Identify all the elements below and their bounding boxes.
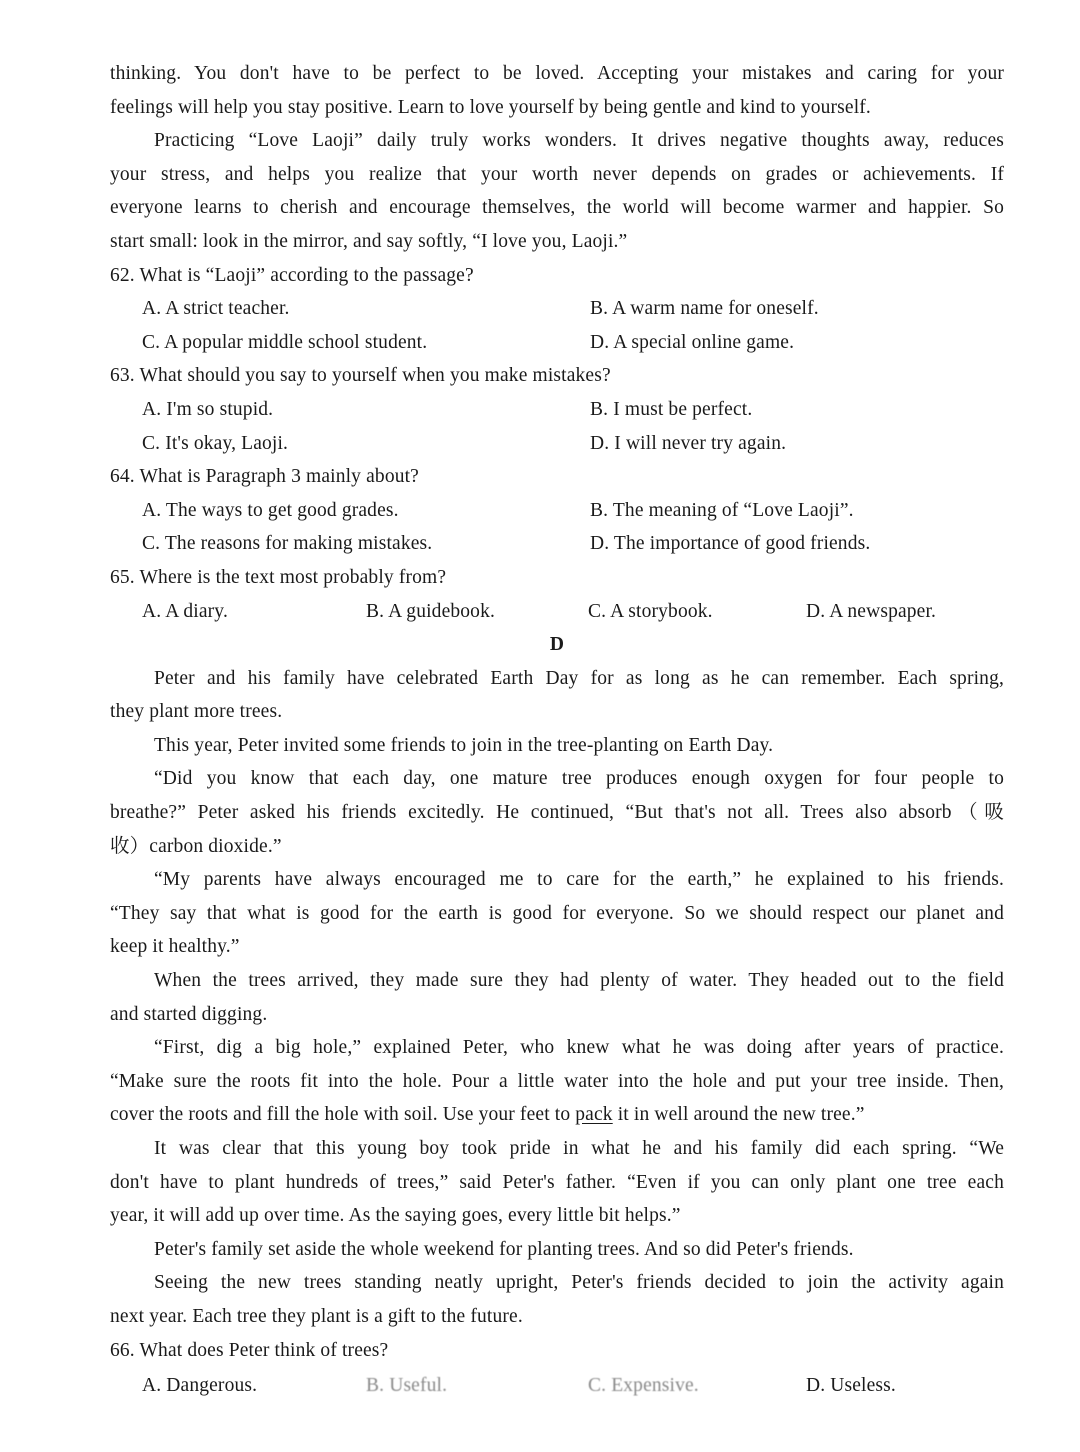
question-stem: 62. What is “Laoji” according to the passage?	[110, 264, 474, 286]
passage-d-paragraph-7	[110, 1132, 1004, 1233]
text-segment: cover the roots and fill the hole with soil. Use your feet to	[110, 1104, 576, 1126]
question-stem: 66. What does Peter think of trees?	[110, 1339, 389, 1361]
option-c[interactable]: C. A popular middle school student.	[142, 331, 428, 353]
text-line: “First, dig a big hole,” explained Peter, who knew what he was doing after years of practice.	[154, 1037, 1004, 1059]
text-line: next year. Each tree they plant is a gift to the future.	[110, 1305, 523, 1327]
question-65	[110, 561, 1004, 628]
option-c[interactable]: C. A storybook.	[588, 600, 713, 622]
text-line: Practicing “Love Laoji” daily truly works wonders. It drives negative thoughts away, reduces	[154, 130, 1004, 152]
text-line: “Make sure the roots fit into the hole. Pour a little water into the hole and put your tree inside. Then,	[110, 1070, 1004, 1092]
passage-c-paragraph-final	[110, 124, 1004, 258]
text-line: Peter's family set aside the whole weekend for planting trees. And so did Peter's friends.	[154, 1238, 854, 1260]
option-c[interactable]: C. It's okay, Laoji.	[142, 432, 289, 454]
question-66	[110, 1334, 1004, 1403]
option-d[interactable]: D. Useless.	[806, 1375, 896, 1397]
option-row	[110, 494, 1004, 528]
underlined-word-pack: pack	[575, 1104, 613, 1126]
option-row	[110, 393, 1004, 427]
option-a[interactable]: A. A diary.	[142, 600, 228, 622]
text-line: breathe?” Peter asked his friends excitedly. He continued, “But that's not all. Trees also absorb（吸	[110, 802, 1004, 824]
option-d[interactable]: D. I will never try again.	[590, 432, 787, 454]
text-line: Peter and his family have celebrated Earth Day for as long as he can remember. Each spring,	[154, 667, 1004, 689]
option-a[interactable]: A. The ways to get good grades.	[142, 499, 399, 521]
option-row	[110, 527, 1004, 561]
passage-d-paragraph-5	[110, 964, 1004, 1031]
passage-d-paragraph-2	[110, 729, 1004, 763]
question-62	[110, 259, 1004, 360]
option-b[interactable]: B. A guidebook.	[366, 600, 496, 622]
passage-d-paragraph-1	[110, 662, 1004, 729]
question-63	[110, 359, 1004, 460]
option-c[interactable]: C. The reasons for making mistakes.	[142, 533, 433, 555]
option-d[interactable]: D. A special online game.	[590, 331, 795, 353]
passage-d-paragraph-6	[110, 1031, 1004, 1132]
option-row	[110, 326, 1004, 360]
text-line: “Did you know that each day, one mature tree produces enough oxygen for four people to	[154, 768, 1004, 790]
text-line: start small: look in the mirror, and say softly, “I love you, Laoji.”	[110, 230, 628, 252]
passage-d-paragraph-4	[110, 863, 1004, 964]
text-line: they plant more trees.	[110, 701, 283, 723]
option-b[interactable]: B. I must be perfect.	[590, 398, 753, 420]
text-line: don't have to plant hundreds of trees,” said Peter's father. “Even if you can only plant one tree each	[110, 1171, 1004, 1193]
question-stem: 63. What should you say to yourself when you make mistakes?	[110, 365, 611, 387]
question-64	[110, 460, 1004, 561]
option-row	[110, 292, 1004, 326]
option-c[interactable]: C. Expensive.	[588, 1375, 699, 1397]
text-line: your stress, and helps you realize that your worth never depends on grades or achievements. If	[110, 163, 1004, 185]
text-line: keep it healthy.”	[110, 936, 240, 958]
option-d[interactable]: D. The importance of good friends.	[590, 533, 871, 555]
passage-d-paragraph-3	[110, 762, 1004, 863]
option-a[interactable]: A. I'm so stupid.	[142, 398, 274, 420]
text-line: everyone learns to cherish and encourage themselves, the world will become warmer and happier. So	[110, 197, 1004, 219]
passage-d-paragraph-9	[110, 1266, 1004, 1333]
passage-c-paragraph-end	[110, 57, 1004, 124]
text-line: “They say that what is good for the earth is good for everyone. So we should respect our planet and	[110, 902, 1004, 924]
option-b[interactable]: B. Useful.	[366, 1375, 448, 1397]
section-heading-d: D	[549, 634, 565, 656]
text-line: “My parents have always encouraged me to care for the earth,” he explained to his friends.	[154, 869, 1004, 891]
option-row	[110, 427, 1004, 461]
text-line: year, it will add up over time. As the saying goes, every little bit helps.”	[110, 1205, 681, 1227]
option-a[interactable]: A. Dangerous.	[142, 1375, 258, 1397]
question-stem: 65. Where is the text most probably from?	[110, 566, 447, 588]
option-row	[110, 1369, 1004, 1403]
option-row	[110, 595, 1004, 629]
text-line: It was clear that this young boy took pride in what he and his family did each spring. “We	[154, 1138, 1004, 1159]
text-line: thinking. You don't have to be perfect to be loved. Accepting your mistakes and caring for your	[110, 63, 1004, 84]
passage-d-paragraph-8	[110, 1233, 1004, 1267]
question-stem: 64. What is Paragraph 3 mainly about?	[110, 466, 419, 488]
text-line: Seeing the new trees standing neatly upright, Peter's friends decided to join the activity again	[154, 1272, 1004, 1294]
text-line	[110, 1098, 1004, 1132]
text-line: When the trees arrived, they made sure they had plenty of water. They headed out to the field	[154, 970, 1004, 992]
text-line: feelings will help you stay positive. Learn to love yourself by being gentle and kind to yourself.	[110, 96, 871, 118]
option-d[interactable]: D. A newspaper.	[806, 600, 937, 622]
text-line: 收）carbon dioxide.”	[110, 835, 282, 857]
option-a[interactable]: A. A strict teacher.	[142, 298, 290, 320]
option-b[interactable]: B. A warm name for oneself.	[590, 298, 819, 320]
text-line: and started digging.	[110, 1003, 268, 1025]
text-line: This year, Peter invited some friends to join in the tree-planting on Earth Day.	[154, 734, 774, 756]
option-b[interactable]: B. The meaning of “Love Laoji”.	[590, 499, 854, 521]
text-segment: it in well around the new tree.”	[612, 1104, 865, 1126]
